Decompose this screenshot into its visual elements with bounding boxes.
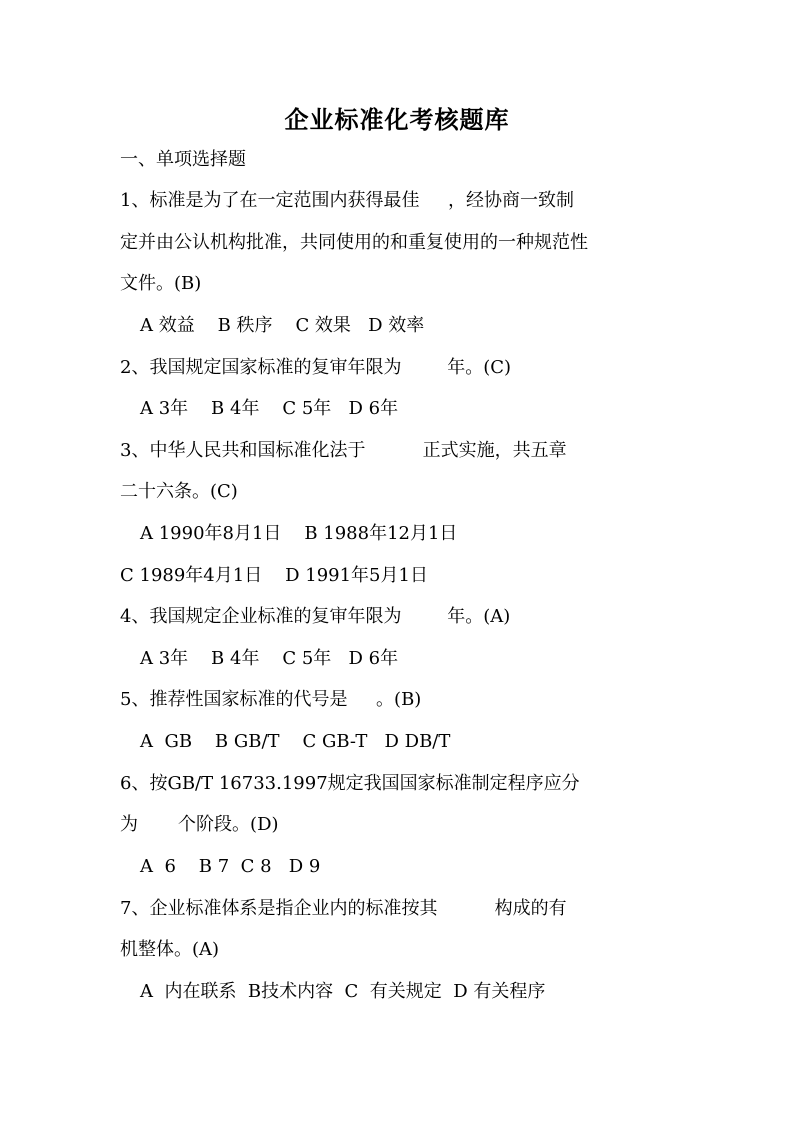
question-3-options-1: A 1990年8月1日 B 1988年12月1日 [140, 523, 458, 544]
question-1-line-3: 文件。(B) [120, 273, 202, 294]
question-6-line-2: 为 个阶段。(D) [120, 814, 279, 835]
document-title: 企业标准化考核题库 [284, 105, 510, 134]
question-1-options: A 效益 B 秩序 C 效果 D 效率 [140, 315, 425, 336]
question-6-options: A 6 B 7 C 8 D 9 [140, 856, 321, 877]
question-2-line-1: 2、我国规定国家标准的复审年限为 年。(C) [120, 357, 512, 378]
question-3-line-1: 3、中华人民共和国标准化法于 正式实施，共五章 [120, 440, 567, 461]
question-3-line-2: 二十六条。(C) [120, 481, 238, 502]
question-7-line-2: 机整体。(A) [120, 939, 220, 960]
question-7-options: A 内在联系 B技术内容 C 有关规定 D 有关程序 [140, 981, 546, 1002]
question-1-line-2: 定并由公认机构批准，共同使用的和重复使用的一种规范性 [120, 232, 588, 253]
question-7-line-1: 7、企业标准体系是指企业内的标准按其 构成的有 [120, 898, 567, 919]
question-5-line-1: 5、推荐性国家标准的代号是 。(B) [120, 689, 422, 710]
section-heading: 一、单项选择题 [120, 149, 246, 170]
question-2-options: A 3年 B 4年 C 5年 D 6年 [140, 398, 399, 419]
question-3-options-2: C 1989年4月1日 D 1991年5月1日 [120, 565, 428, 586]
question-5-options: A GB B GB/T C GB-T D DB/T [140, 731, 451, 752]
question-4-line-1: 4、我国规定企业标准的复审年限为 年。(A) [120, 606, 511, 627]
question-1-line-1: 1、标准是为了在一定范围内获得最佳 ，经协商一致制 [120, 190, 575, 211]
question-4-options: A 3年 B 4年 C 5年 D 6年 [140, 648, 399, 669]
question-6-line-1: 6、按GB/T 16733.1997规定我国国家标准制定程序应分 [120, 773, 580, 794]
